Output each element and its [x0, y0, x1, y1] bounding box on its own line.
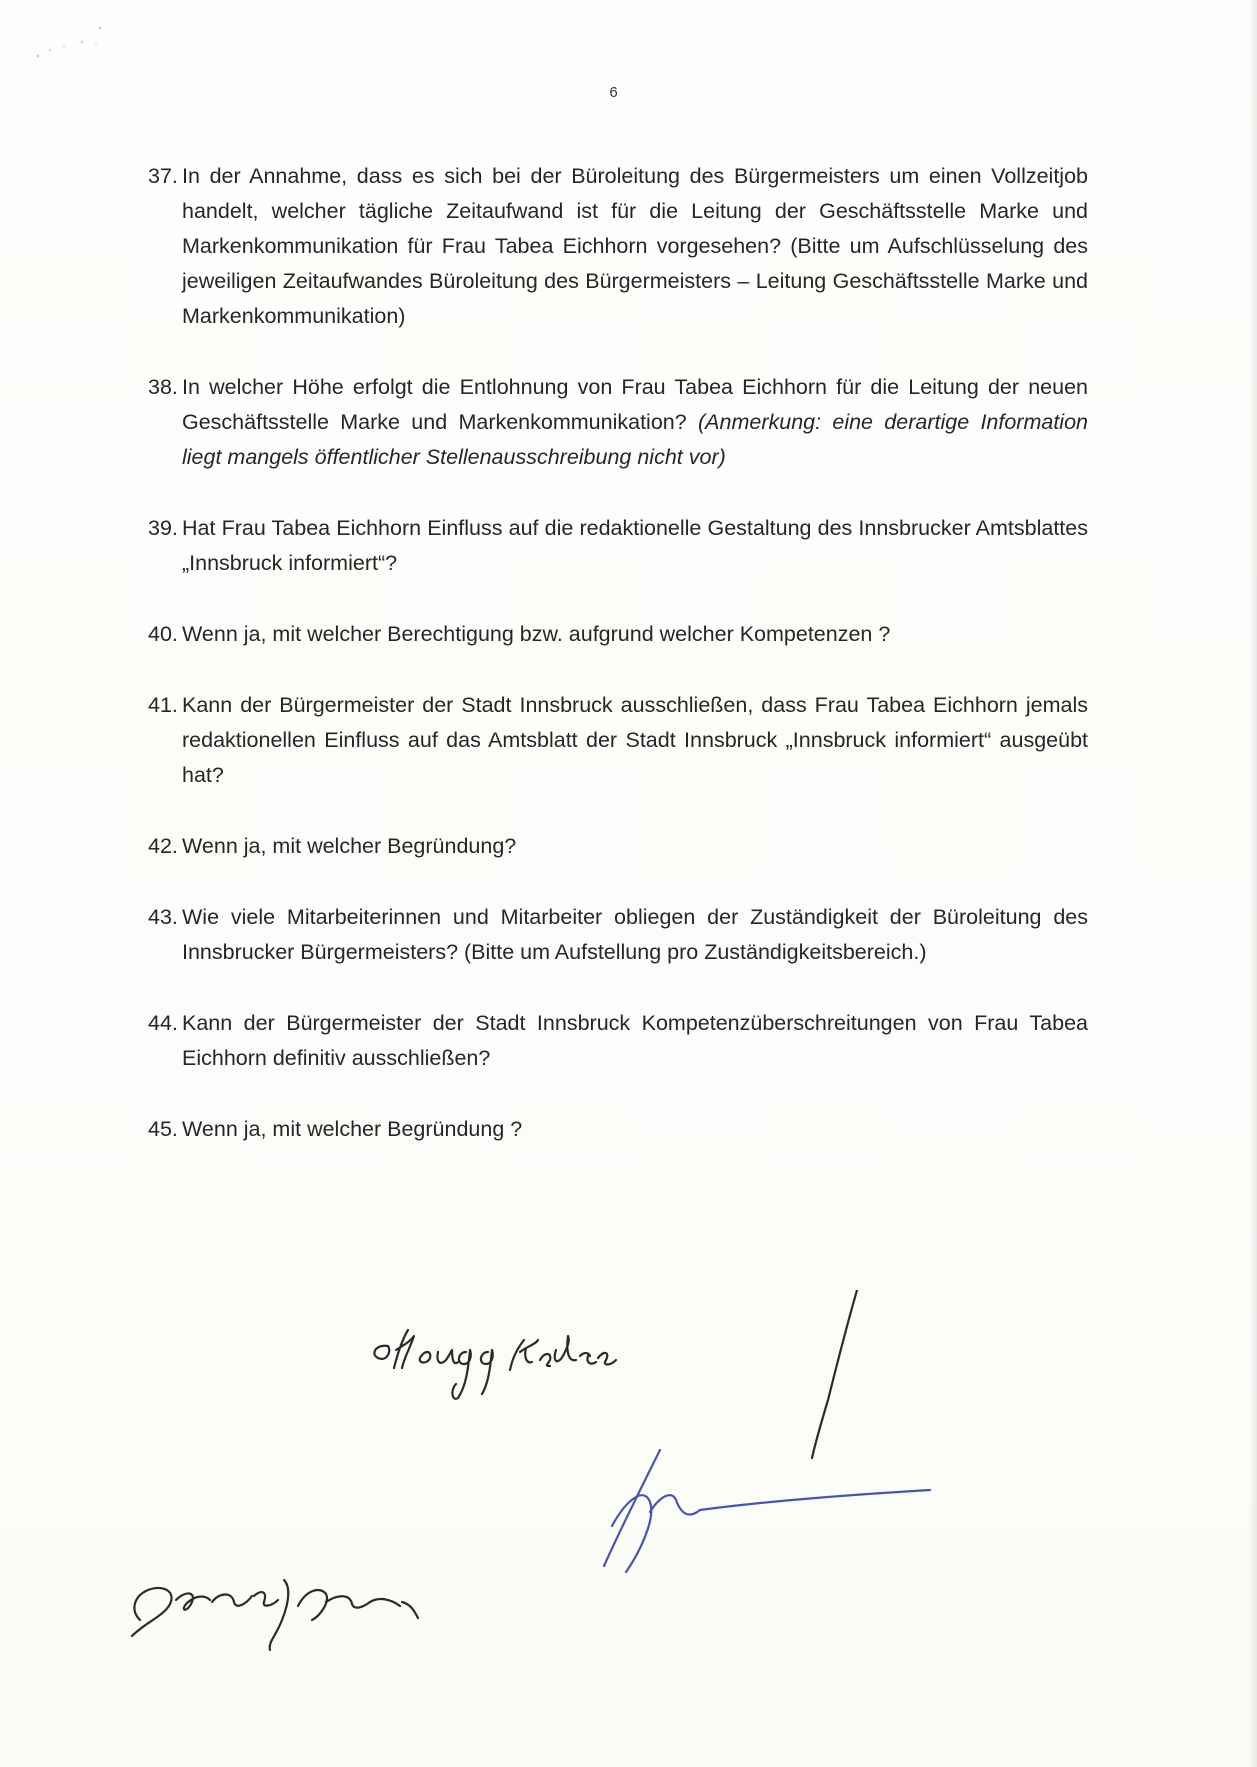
question-number: 44.: [148, 1011, 178, 1035]
scan-edge-shadow: [1249, 0, 1257, 1767]
question-text: Wenn ja, mit welcher Begründung?: [182, 834, 517, 858]
question-number: 42.: [148, 834, 178, 858]
question-42: [148, 829, 1088, 864]
question-text: Kann der Bürgermeister der Stadt Innsbruck Kompetenzüberschreitungen von Frau Tabea Eichhorn definitiv ausschließen?: [182, 1011, 1088, 1070]
question-number: 45.: [148, 1117, 178, 1141]
question-list: [148, 159, 1088, 1183]
scan-artifact: [30, 20, 150, 80]
signature-upper-right: [790, 1290, 1116, 1458]
question-40: [148, 617, 1088, 652]
question-number: 37.: [148, 164, 178, 188]
question-text: Wenn ja, mit welcher Begründung ?: [182, 1117, 523, 1141]
question-number: 39.: [148, 516, 178, 540]
question-38: [148, 370, 1088, 475]
question-number: 43.: [148, 905, 178, 929]
question-39: [148, 511, 1088, 581]
question-number: 38.: [148, 375, 178, 399]
question-text: Hat Frau Tabea Eichhorn Einfluss auf die redaktionelle Gestaltung des Innsbrucker Amtsblattes „Innsbruck informiert“?: [182, 516, 1088, 575]
signature-area: [0, 1290, 1257, 1690]
signature-lower-left: [132, 1580, 418, 1650]
question-text: Wie viele Mitarbeiterinnen und Mitarbeiter obliegen der Zuständigkeit der Büroleitung des Innsbrucker Bürgermeisters? (Bitte um Aufstellung pro Zuständigkeitsbereich.): [182, 905, 1088, 964]
question-37: [148, 159, 1088, 334]
question-number: 41.: [148, 693, 178, 717]
question-43: [148, 900, 1088, 970]
question-number: 40.: [148, 622, 178, 646]
question-44: [148, 1006, 1088, 1076]
question-text: In der Annahme, dass es sich bei der Büroleitung des Bürgermeisters um einen Vollzeitjob handelt, welcher tägliche Zeitaufwand ist für die Leitung der Geschäftsstelle Marke und Markenkommunikation für Frau Tabea Eichhorn vorgesehen? (Bitte um Aufschlüsselung des jeweiligen Zeitaufwandes Büroleitung des Bürgermeisters – Leitung Geschäftsstelle Marke und Markenkommunikation): [182, 164, 1088, 328]
question-note: (Anmerkung: eine derartige Information liegt mangels öffentlicher Stellenausschreibung nicht vor): [182, 410, 1089, 469]
page-number: 6: [609, 84, 618, 101]
question-45: [148, 1112, 1088, 1147]
signature-lower-right-blue: [604, 1290, 930, 1572]
question-text: In welcher Höhe erfolgt die Entlohnung von Frau Tabea Eichhorn für die Leitung der neuen Geschäftsstelle Marke und Markenkommunikation?: [182, 375, 1088, 434]
question-41: [148, 688, 1088, 793]
question-text: Wenn ja, mit welcher Berechtigung bzw. aufgrund welcher Kompetenzen ?: [182, 622, 891, 646]
question-text: Kann der Bürgermeister der Stadt Innsbruck ausschließen, dass Frau Tabea Eichhorn jemals redaktionellen Einfluss auf das Amtsblatt der Stadt Innsbruck „Innsbruck informiert“ ausgeübt hat?: [182, 693, 1088, 787]
signature-heugg-andrea: [374, 1330, 616, 1399]
